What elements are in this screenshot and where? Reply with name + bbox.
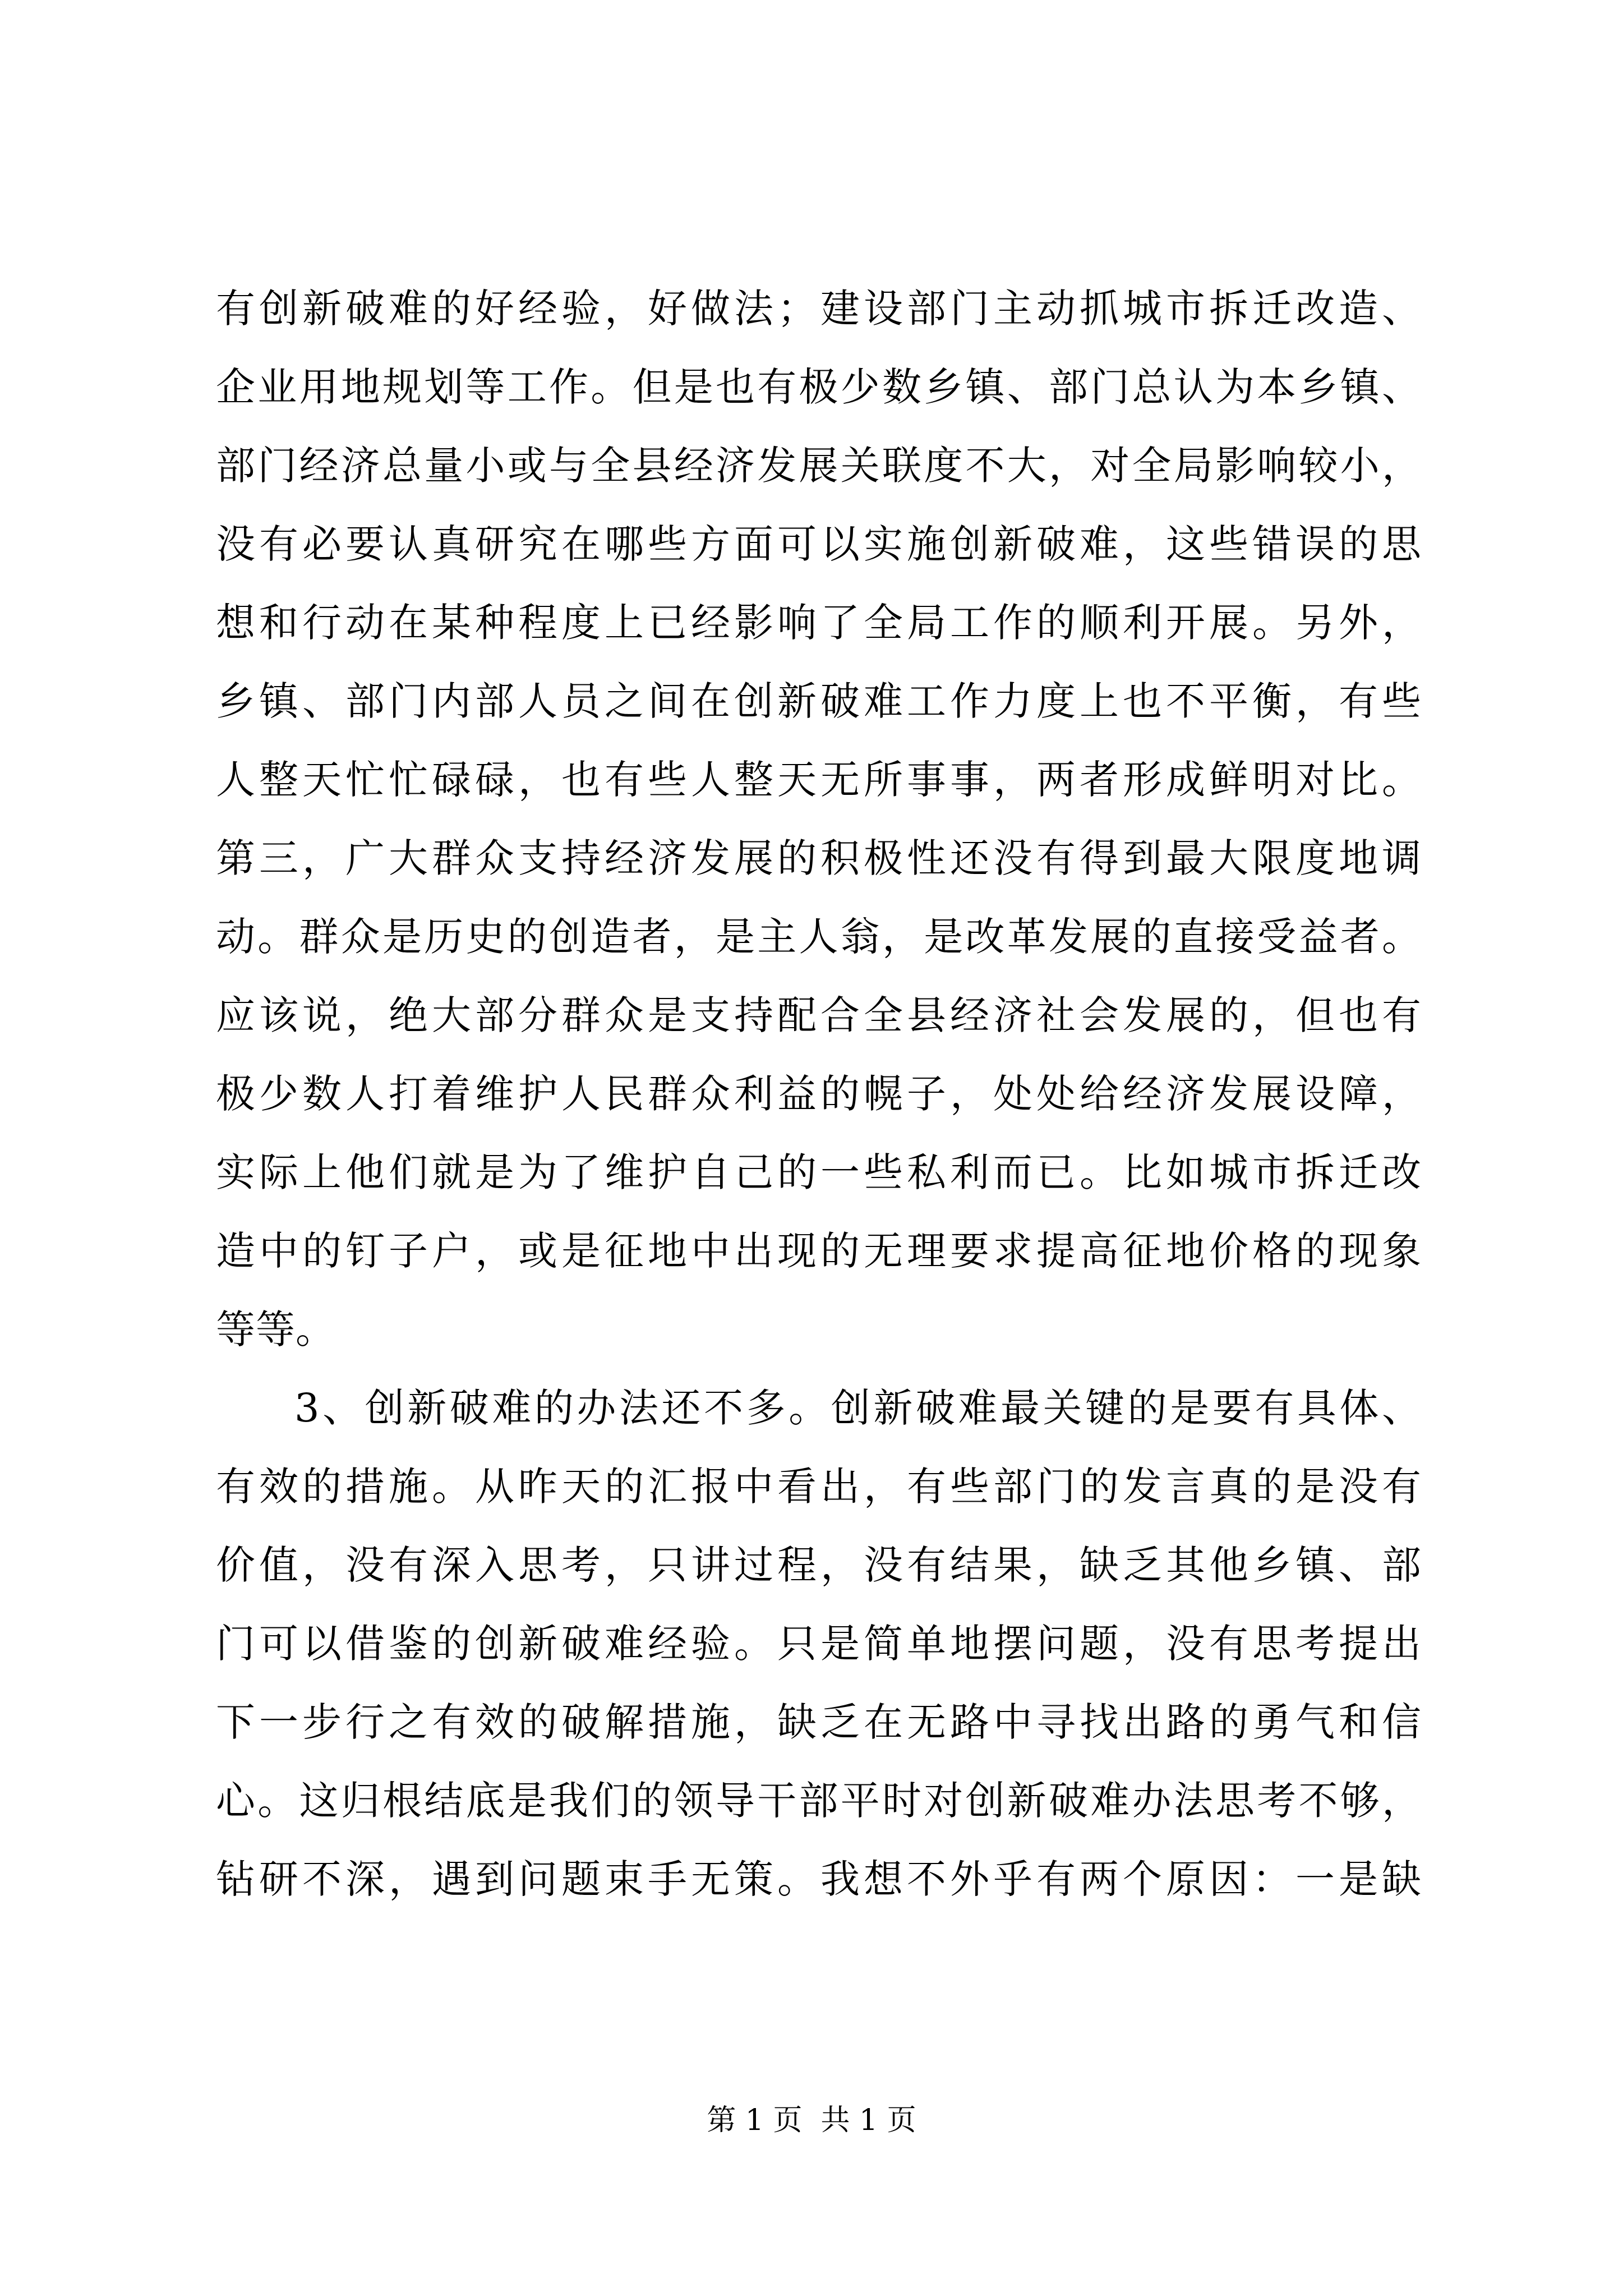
text-line: 有效的措施。从昨天的汇报中看出，有些部门的发言真的是没有 <box>216 1464 1422 1510</box>
text-line: 有创新破难的好经验，好做法；建设部门主动抓城市拆迁改造、 <box>216 286 1422 332</box>
text-line: 应该说，绝大部分群众是支持配合全县经济社会发展的，但也有 <box>216 992 1422 1038</box>
text-line: 钻研不深，遇到问题束手无策。我想不外乎有两个原因：一是缺 <box>216 1856 1422 1902</box>
text-line: 心。这归根结底是我们的领导干部平时对创新破难办法思考不够， <box>216 1778 1422 1824</box>
text-line: 没有必要认真研究在哪些方面可以实施创新破难，这些错误的思 <box>216 521 1422 567</box>
text-line-paragraph-start: 3、创新破难的办法还不多。创新破难最关键的是要有具体、 <box>294 1385 1422 1431</box>
text-line: 造中的钉子户，或是征地中出现的无理要求提高征地价格的现象 <box>216 1228 1422 1274</box>
text-line: 动。群众是历史的创造者，是主人翁，是改革发展的直接受益者。 <box>216 914 1422 960</box>
page-footer: 第 1 页 共 1 页 <box>707 2104 916 2137</box>
text-line: 部门经济总量小或与全县经济发展关联度不大，对全局影响较小， <box>216 443 1422 489</box>
body-text <box>216 269 1422 1918</box>
text-line: 第三，广大群众支持经济发展的积极性还没有得到最大限度地调 <box>216 835 1422 881</box>
text-line: 价值，没有深入思考，只讲过程，没有结果，缺乏其他乡镇、部 <box>216 1542 1422 1588</box>
text-line: 想和行动在某种程度上已经影响了全局工作的顺利开展。另外， <box>216 600 1422 646</box>
text-line: 企业用地规划等工作。但是也有极少数乡镇、部门总认为本乡镇、 <box>216 364 1422 410</box>
text-line: 下一步行之有效的破解措施，缺乏在无路中寻找出路的勇气和信 <box>216 1699 1422 1745</box>
text-line: 实际上他们就是为了维护自己的一些私利而已。比如城市拆迁改 <box>216 1149 1422 1195</box>
text-line: 等等。 <box>216 1306 335 1352</box>
text-line: 极少数人打着维护人民群众利益的幌子，处处给经济发展设障， <box>216 1071 1422 1117</box>
text-line: 乡镇、部门内部人员之间在创新破难工作力度上也不平衡，有些 <box>216 678 1422 724</box>
text-line: 门可以借鉴的创新破难经验。只是简单地摆问题，没有思考提出 <box>216 1621 1422 1667</box>
text-line: 人整天忙忙碌碌，也有些人整天无所事事，两者形成鲜明对比。 <box>216 757 1422 803</box>
